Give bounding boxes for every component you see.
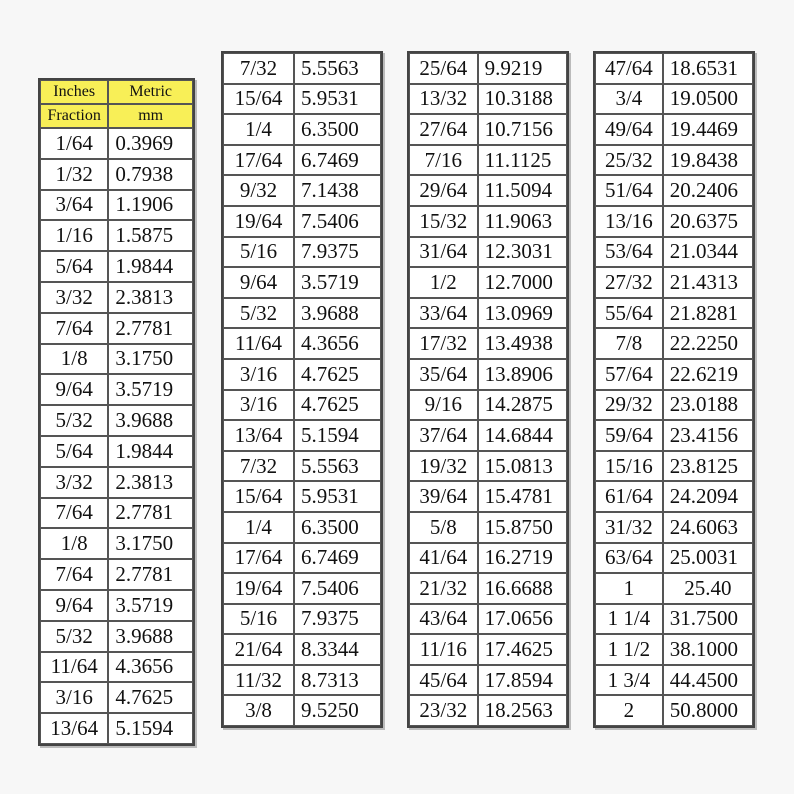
fraction-cell: 7/8 xyxy=(595,328,663,359)
table-row xyxy=(595,328,753,359)
mm-cell: 6.3500 xyxy=(294,114,381,145)
fraction-cell: 7/16 xyxy=(409,145,478,176)
fraction-cell: 23/32 xyxy=(409,695,478,726)
table-row xyxy=(409,114,567,145)
mm-cell: 15.8750 xyxy=(478,512,567,543)
table-row xyxy=(595,481,753,512)
table-row xyxy=(409,328,567,359)
table-row xyxy=(595,512,753,543)
fraction-cell: 63/64 xyxy=(595,543,663,574)
table-row xyxy=(595,84,753,115)
fraction-cell: 19/64 xyxy=(223,206,294,237)
table-row xyxy=(409,543,567,574)
fraction-cell: 3/32 xyxy=(40,282,108,313)
fraction-cell: 3/16 xyxy=(40,682,108,713)
fraction-cell: 3/4 xyxy=(595,84,663,115)
table-row xyxy=(409,390,567,421)
table-row xyxy=(223,451,381,482)
table-row xyxy=(595,573,753,604)
table-row xyxy=(409,573,567,604)
mm-cell: 18.6531 xyxy=(663,53,753,84)
mm-cell: 20.6375 xyxy=(663,206,753,237)
fraction-cell: 17/64 xyxy=(223,145,294,176)
table-row xyxy=(409,298,567,329)
fraction-cell: 19/32 xyxy=(409,451,478,482)
fraction-cell: 7/64 xyxy=(40,313,108,344)
table-row xyxy=(595,665,753,696)
mm-cell: 22.2250 xyxy=(663,328,753,359)
header-row-top xyxy=(40,80,193,104)
fraction-cell: 21/32 xyxy=(409,573,478,604)
table-row xyxy=(595,695,753,726)
table-row xyxy=(409,359,567,390)
mm-cell: 7.5406 xyxy=(294,573,381,604)
mm-cell: 23.0188 xyxy=(663,390,753,421)
fraction-cell: 1/16 xyxy=(40,220,108,251)
table-row xyxy=(40,621,193,652)
fraction-cell: 43/64 xyxy=(409,604,478,635)
fraction-cell: 5/8 xyxy=(409,512,478,543)
fraction-cell: 1 3/4 xyxy=(595,665,663,696)
fraction-cell: 3/64 xyxy=(40,190,108,221)
fraction-cell: 19/64 xyxy=(223,573,294,604)
mm-cell: 2.3813 xyxy=(108,282,193,313)
table-row xyxy=(223,114,381,145)
mm-cell: 15.0813 xyxy=(478,451,567,482)
mm-cell: 24.2094 xyxy=(663,481,753,512)
mm-cell: 23.4156 xyxy=(663,420,753,451)
table-row xyxy=(223,481,381,512)
fraction-cell: 49/64 xyxy=(595,114,663,145)
mm-cell: 5.1594 xyxy=(108,713,193,744)
mm-cell: 38.1000 xyxy=(663,634,753,665)
fraction-cell: 5/16 xyxy=(223,237,294,268)
table-row xyxy=(40,528,193,559)
mm-cell: 4.7625 xyxy=(294,359,381,390)
mm-cell: 9.5250 xyxy=(294,695,381,726)
fraction-cell: 57/64 xyxy=(595,359,663,390)
table-row xyxy=(40,559,193,590)
mm-cell: 2.7781 xyxy=(108,498,193,529)
mm-cell: 13.8906 xyxy=(478,359,567,390)
mm-cell: 17.4625 xyxy=(478,634,567,665)
mm-cell: 5.9531 xyxy=(294,84,381,115)
table-row xyxy=(223,695,381,726)
mm-cell: 14.6844 xyxy=(478,420,567,451)
table-row xyxy=(40,405,193,436)
mm-cell: 5.1594 xyxy=(294,420,381,451)
fraction-header: Fraction xyxy=(40,104,108,128)
fraction-cell: 17/32 xyxy=(409,328,478,359)
table-row xyxy=(40,220,193,251)
fraction-cell: 9/32 xyxy=(223,175,294,206)
table-row xyxy=(409,634,567,665)
fraction-cell: 31/32 xyxy=(595,512,663,543)
table-row xyxy=(40,374,193,405)
table-row xyxy=(40,251,193,282)
fraction-cell: 15/64 xyxy=(223,84,294,115)
mm-cell: 0.7938 xyxy=(108,159,193,190)
table-row xyxy=(223,543,381,574)
mm-cell: 4.7625 xyxy=(108,682,193,713)
mm-cell: 4.3656 xyxy=(108,652,193,683)
table-row xyxy=(40,498,193,529)
table-row xyxy=(223,267,381,298)
mm-cell: 5.5563 xyxy=(294,53,381,84)
table-row xyxy=(409,451,567,482)
fraction-cell: 3/8 xyxy=(223,695,294,726)
table-row xyxy=(40,313,193,344)
fraction-cell: 1 1/4 xyxy=(595,604,663,635)
inches-header: Inches xyxy=(40,80,108,104)
table-row xyxy=(595,206,753,237)
table-row xyxy=(223,145,381,176)
fraction-cell: 11/16 xyxy=(409,634,478,665)
mm-cell: 3.5719 xyxy=(108,374,193,405)
fraction-cell: 41/64 xyxy=(409,543,478,574)
fraction-cell: 15/16 xyxy=(595,451,663,482)
conversion-table-4 xyxy=(593,51,755,728)
table-row xyxy=(223,634,381,665)
mm-cell: 21.4313 xyxy=(663,267,753,298)
conversion-table-1 xyxy=(38,78,195,746)
table-row xyxy=(223,206,381,237)
table-row xyxy=(223,175,381,206)
table-row xyxy=(595,145,753,176)
fraction-cell: 29/64 xyxy=(409,175,478,206)
mm-cell: 14.2875 xyxy=(478,390,567,421)
table-row xyxy=(223,84,381,115)
fraction-cell: 9/16 xyxy=(409,390,478,421)
mm-cell: 17.8594 xyxy=(478,665,567,696)
fraction-cell: 3/16 xyxy=(223,359,294,390)
fraction-cell: 27/32 xyxy=(595,267,663,298)
table-row xyxy=(595,390,753,421)
table-row xyxy=(595,298,753,329)
table-row xyxy=(409,145,567,176)
mm-cell: 44.4500 xyxy=(663,665,753,696)
mm-cell: 6.7469 xyxy=(294,543,381,574)
mm-cell: 10.7156 xyxy=(478,114,567,145)
table-row xyxy=(40,713,193,744)
table-row xyxy=(595,634,753,665)
table-row xyxy=(40,436,193,467)
mm-cell: 19.4469 xyxy=(663,114,753,145)
fraction-cell: 55/64 xyxy=(595,298,663,329)
fraction-cell: 11/32 xyxy=(223,665,294,696)
mm-cell: 3.5719 xyxy=(294,267,381,298)
table-row xyxy=(40,652,193,683)
fraction-cell: 45/64 xyxy=(409,665,478,696)
table-row xyxy=(595,175,753,206)
table-row xyxy=(40,467,193,498)
table-row xyxy=(40,190,193,221)
fraction-cell: 3/32 xyxy=(40,467,108,498)
mm-cell: 16.2719 xyxy=(478,543,567,574)
fraction-cell: 13/16 xyxy=(595,206,663,237)
table-row xyxy=(409,481,567,512)
fraction-cell: 1 xyxy=(595,573,663,604)
fraction-cell: 5/32 xyxy=(40,621,108,652)
fraction-cell: 13/64 xyxy=(223,420,294,451)
fraction-cell: 13/32 xyxy=(409,84,478,115)
table-row xyxy=(409,604,567,635)
header-row-bottom xyxy=(40,104,193,128)
mm-cell: 10.3188 xyxy=(478,84,567,115)
table-row xyxy=(40,590,193,621)
table-row xyxy=(223,573,381,604)
fraction-cell: 1 1/2 xyxy=(595,634,663,665)
mm-cell: 1.1906 xyxy=(108,190,193,221)
fraction-cell: 7/64 xyxy=(40,498,108,529)
mm-cell: 16.6688 xyxy=(478,573,567,604)
mm-cell: 13.4938 xyxy=(478,328,567,359)
mm-cell: 21.8281 xyxy=(663,298,753,329)
table-row xyxy=(409,175,567,206)
table-row xyxy=(595,420,753,451)
fraction-cell: 1/64 xyxy=(40,128,108,159)
mm-cell: 12.7000 xyxy=(478,267,567,298)
fraction-cell: 1/8 xyxy=(40,344,108,375)
mm-cell: 1.9844 xyxy=(108,436,193,467)
table-row xyxy=(223,359,381,390)
mm-cell: 11.9063 xyxy=(478,206,567,237)
mm-cell: 9.9219 xyxy=(478,53,567,84)
mm-cell: 5.5563 xyxy=(294,451,381,482)
table-row xyxy=(595,53,753,84)
fraction-cell: 25/64 xyxy=(409,53,478,84)
mm-cell: 11.1125 xyxy=(478,145,567,176)
mm-cell: 22.6219 xyxy=(663,359,753,390)
mm-cell: 23.8125 xyxy=(663,451,753,482)
fraction-cell: 1/32 xyxy=(40,159,108,190)
mm-cell: 20.2406 xyxy=(663,175,753,206)
mm-cell: 50.8000 xyxy=(663,695,753,726)
fraction-cell: 5/32 xyxy=(40,405,108,436)
mm-cell: 7.1438 xyxy=(294,175,381,206)
fraction-cell: 31/64 xyxy=(409,237,478,268)
mm-cell: 7.5406 xyxy=(294,206,381,237)
table-row xyxy=(409,695,567,726)
table-row xyxy=(223,237,381,268)
table-row xyxy=(409,53,567,84)
fraction-cell: 51/64 xyxy=(595,175,663,206)
fraction-cell: 53/64 xyxy=(595,237,663,268)
table-row xyxy=(223,665,381,696)
fraction-cell: 29/32 xyxy=(595,390,663,421)
fraction-cell: 1/4 xyxy=(223,114,294,145)
table-row xyxy=(595,237,753,268)
fraction-cell: 37/64 xyxy=(409,420,478,451)
conversion-table-3 xyxy=(407,51,569,728)
fraction-cell: 5/32 xyxy=(223,298,294,329)
table-row xyxy=(409,512,567,543)
mm-cell: 3.9688 xyxy=(294,298,381,329)
fraction-cell: 7/32 xyxy=(223,53,294,84)
fraction-cell: 5/16 xyxy=(223,604,294,635)
mm-cell: 24.6063 xyxy=(663,512,753,543)
fraction-cell: 9/64 xyxy=(40,590,108,621)
table-row xyxy=(409,420,567,451)
table-row xyxy=(595,543,753,574)
table-row xyxy=(595,359,753,390)
fraction-cell: 5/64 xyxy=(40,251,108,282)
mm-cell: 8.3344 xyxy=(294,634,381,665)
mm-cell: 31.7500 xyxy=(663,604,753,635)
table-row xyxy=(595,451,753,482)
metric-header: Metric xyxy=(108,80,193,104)
table-row xyxy=(595,604,753,635)
mm-cell: 3.9688 xyxy=(108,405,193,436)
fraction-cell: 2 xyxy=(595,695,663,726)
table-row xyxy=(409,267,567,298)
mm-cell: 1.9844 xyxy=(108,251,193,282)
fraction-cell: 15/64 xyxy=(223,481,294,512)
fraction-cell: 1/4 xyxy=(223,512,294,543)
table-row xyxy=(223,298,381,329)
table-row xyxy=(409,665,567,696)
mm-cell: 7.9375 xyxy=(294,237,381,268)
table-row xyxy=(223,512,381,543)
table-row xyxy=(595,267,753,298)
mm-cell: 13.0969 xyxy=(478,298,567,329)
fraction-cell: 21/64 xyxy=(223,634,294,665)
mm-cell: 17.0656 xyxy=(478,604,567,635)
mm-cell: 3.1750 xyxy=(108,344,193,375)
fraction-cell: 9/64 xyxy=(223,267,294,298)
fraction-cell: 11/64 xyxy=(223,328,294,359)
fraction-cell: 1/8 xyxy=(40,528,108,559)
fraction-cell: 33/64 xyxy=(409,298,478,329)
mm-cell: 3.5719 xyxy=(108,590,193,621)
mm-cell: 6.7469 xyxy=(294,145,381,176)
mm-cell: 2.3813 xyxy=(108,467,193,498)
table-row xyxy=(40,344,193,375)
table-row xyxy=(223,420,381,451)
mm-cell: 3.1750 xyxy=(108,528,193,559)
table-row xyxy=(223,53,381,84)
fraction-cell: 47/64 xyxy=(595,53,663,84)
mm-cell: 11.5094 xyxy=(478,175,567,206)
mm-cell: 0.3969 xyxy=(108,128,193,159)
mm-cell: 18.2563 xyxy=(478,695,567,726)
fraction-cell: 15/32 xyxy=(409,206,478,237)
mm-cell: 7.9375 xyxy=(294,604,381,635)
fraction-cell: 3/16 xyxy=(223,390,294,421)
mm-cell: 4.7625 xyxy=(294,390,381,421)
fraction-cell: 5/64 xyxy=(40,436,108,467)
mm-cell: 2.7781 xyxy=(108,313,193,344)
mm-cell: 8.7313 xyxy=(294,665,381,696)
table-row xyxy=(409,84,567,115)
table-row xyxy=(40,159,193,190)
table-row xyxy=(409,206,567,237)
mm-cell: 6.3500 xyxy=(294,512,381,543)
table-row xyxy=(223,390,381,421)
mm-cell: 12.3031 xyxy=(478,237,567,268)
fraction-cell: 7/64 xyxy=(40,559,108,590)
mm-header: mm xyxy=(108,104,193,128)
mm-cell: 21.0344 xyxy=(663,237,753,268)
fraction-cell: 17/64 xyxy=(223,543,294,574)
table-row xyxy=(409,237,567,268)
mm-cell: 1.5875 xyxy=(108,220,193,251)
table-row xyxy=(40,682,193,713)
mm-cell: 19.0500 xyxy=(663,84,753,115)
table-row xyxy=(223,604,381,635)
conversion-table-2 xyxy=(221,51,383,728)
table-row xyxy=(40,282,193,313)
mm-cell: 2.7781 xyxy=(108,559,193,590)
mm-cell: 25.40 xyxy=(663,573,753,604)
fraction-cell: 35/64 xyxy=(409,359,478,390)
table-row xyxy=(223,328,381,359)
table-row xyxy=(595,114,753,145)
fraction-cell: 13/64 xyxy=(40,713,108,744)
fraction-cell: 27/64 xyxy=(409,114,478,145)
fraction-cell: 11/64 xyxy=(40,652,108,683)
mm-cell: 5.9531 xyxy=(294,481,381,512)
fraction-cell: 7/32 xyxy=(223,451,294,482)
table-row xyxy=(40,128,193,159)
mm-cell: 3.9688 xyxy=(108,621,193,652)
fraction-cell: 59/64 xyxy=(595,420,663,451)
fraction-cell: 9/64 xyxy=(40,374,108,405)
mm-cell: 19.8438 xyxy=(663,145,753,176)
fraction-cell: 39/64 xyxy=(409,481,478,512)
mm-cell: 15.4781 xyxy=(478,481,567,512)
fraction-cell: 61/64 xyxy=(595,481,663,512)
fraction-cell: 25/32 xyxy=(595,145,663,176)
mm-cell: 4.3656 xyxy=(294,328,381,359)
fraction-cell: 1/2 xyxy=(409,267,478,298)
mm-cell: 25.0031 xyxy=(663,543,753,574)
